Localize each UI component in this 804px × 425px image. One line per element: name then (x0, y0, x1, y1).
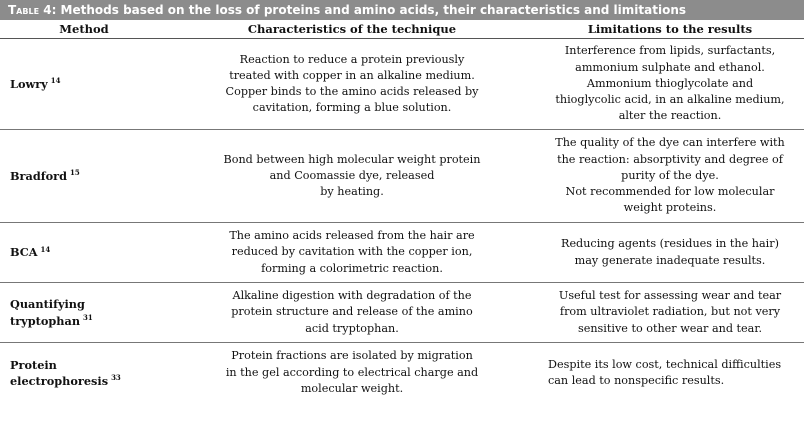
text-line: purity of the dye. (621, 168, 719, 182)
text-line: by heating. (320, 185, 384, 199)
text-line: acid tryptophan. (305, 321, 399, 335)
text-line: Copper binds to the amino acids released by (225, 85, 479, 98)
limitations-cell (536, 130, 804, 223)
methods-table (0, 20, 804, 403)
text-line: The quality of the dye can interfere with (555, 136, 785, 150)
text-line: sensitive to other wear and tear. (577, 321, 763, 335)
characteristics-cell (168, 343, 536, 403)
table-row (0, 130, 804, 223)
text-line: the reaction: absorptivity and degree of (557, 152, 783, 166)
text-line: Despite its low cost, technical difficulties (548, 357, 782, 371)
characteristics-cell (168, 283, 536, 343)
limitations-cell (536, 39, 804, 130)
text-line: Not recommended for low molecular (565, 185, 775, 199)
text-line: protein structure and release of the amino (231, 305, 473, 319)
text-line: reduced by cavitation with the copper ion, (231, 245, 473, 259)
header-limitations: Limitations to the results (536, 20, 804, 39)
text-line: forming a colorimetric reaction. (261, 261, 443, 275)
method-cell (0, 130, 168, 223)
limitations-cell (536, 223, 804, 283)
limitations-cell (536, 343, 804, 403)
text-line: Reducing agents (residues in the hair) (561, 237, 779, 251)
text-line: ammonium sulphate and ethanol. (575, 60, 765, 74)
text-line: Ammonium thioglycolate and (586, 76, 754, 90)
method-name: Bradford (10, 168, 67, 183)
text-line: Reaction to reduce a protein previously (239, 52, 465, 66)
method-cell (0, 343, 168, 403)
text-line: in the gel according to electrical charge and (225, 365, 479, 379)
header-row (0, 20, 804, 39)
table-caption (0, 0, 804, 20)
reference-number: 14 (50, 76, 61, 86)
reference-number: 31 (83, 312, 93, 322)
text-line: can lead to nonspecific results. (548, 373, 725, 387)
text-line: The amino acids released from the hair are (229, 229, 475, 243)
text-line: Protein fractions are isolated by migration (231, 349, 473, 363)
method-cell (0, 39, 168, 130)
table-row (0, 223, 804, 283)
method-name: Protein electrophoresis (10, 357, 109, 388)
text-line: may generate inadequate results. (574, 253, 766, 267)
text-line: molecular weight. (300, 381, 404, 395)
method-name: Lowry (10, 76, 48, 91)
method-name: BCA (10, 245, 38, 260)
text-line: alter the reaction. (618, 109, 722, 123)
text-line: weight proteins. (623, 201, 717, 215)
text-line: and Coomassie dye, released (269, 168, 435, 182)
text-line: from ultraviolet radiation, but not very (559, 305, 781, 319)
text-line: cavitation, forming a blue solution. (252, 101, 452, 115)
text-line: Interference from lipids, surfactants, (564, 44, 776, 58)
characteristics-cell (168, 39, 536, 130)
text-line: Bond between high molecular weight protein (223, 152, 481, 166)
text-line: Alkaline digestion with degradation of the (232, 289, 472, 303)
reference-number: 14 (40, 244, 51, 254)
table-caption-text: Methods based on the loss of proteins and amino acids, their characteristics and limitations (56, 3, 687, 17)
method-cell (0, 223, 168, 283)
limitations-cell (536, 283, 804, 343)
reference-number: 15 (69, 168, 80, 178)
text-line: thioglycolic acid, in an alkaline medium, (555, 93, 785, 107)
characteristics-cell (168, 130, 536, 223)
text-line: Useful test for assessing wear and tear (558, 289, 782, 303)
method-name: Quantifying tryptophan (10, 297, 85, 328)
table-row (0, 343, 804, 403)
characteristics-cell (168, 223, 536, 283)
method-cell (0, 283, 168, 343)
text-line: treated with copper in an alkaline medium. (229, 68, 475, 82)
reference-number: 33 (111, 372, 121, 382)
table-row (0, 283, 804, 343)
table-label: Table 4: (8, 3, 57, 17)
header-method: Method (0, 20, 168, 39)
table-row (0, 39, 804, 130)
header-characteristics: Characteristics of the technique (168, 20, 536, 39)
